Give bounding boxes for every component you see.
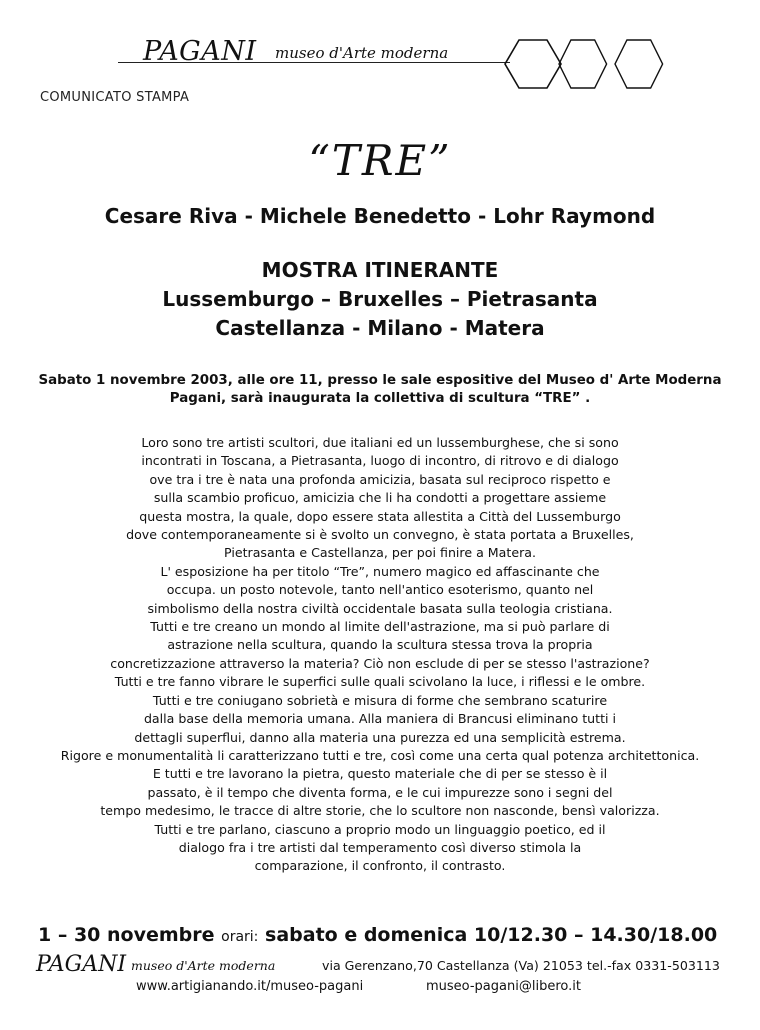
body-line: dalla base della memoria umana. Alla maniera di Brancusi eliminano tutti i (143, 711, 617, 727)
hours-label: orari: (221, 929, 259, 945)
body-line: sulla scambio proficuo, amicizia che li ha condotti a progettare assieme (153, 490, 607, 506)
body-line: passato, è il tempo che diventa forma, e le cui impurezze sono i segni del (147, 784, 613, 800)
press-release-label: COMUNICATO STAMPA (40, 90, 190, 105)
body-line: dettagli superflui, danno alla materia una purezza ed una semplicità estrema. (134, 729, 626, 745)
hexagon-outline-icon (559, 40, 607, 88)
footer-address: via Gerenzano,70 Castellanza (Va) 21053 tel.-fax 0331-503113 (322, 958, 720, 973)
body-line: E tutti e tre lavorano la pietra, questo materiale che di per se stesso è il (152, 766, 608, 782)
body-line: Tutti e tre fanno vibrare le superfici sulle quali scivolano la luce, i riflessi e le ombre. (114, 674, 646, 690)
body-line: astrazione nella scultura, quando la scultura stessa trova la propria (167, 637, 593, 653)
email-link[interactable]: museo-pagani@libero.it (426, 979, 581, 994)
header-brand: PAGANI (143, 36, 257, 67)
body-line: ove tra i tre è nata una profonda amicizia, basata sul reciproco rispetto e (149, 471, 611, 487)
body-line: concretizzazione attraverso la materia? Ciò non esclude di per se stesso l'astrazione? (110, 655, 650, 671)
opening-hours: sabato e domenica 10/12.30 – 14.30/18.00 (265, 924, 718, 946)
body-line: questa mostra, la quale, dopo essere stata allestita a Città del Lussemburgo (139, 508, 621, 524)
body-line: comparazione, il confronto, il contrasto. (254, 858, 506, 874)
body-line: dove contemporaneamente si è svolto un convegno, è stata portata a Bruxelles, (126, 527, 634, 543)
exhibition-title: “TRE” (308, 136, 452, 185)
body-line: occupa. un posto notevole, tanto nell'antico esoterismo, quanto nel (166, 582, 594, 598)
hexagon-outline-icon (615, 40, 663, 88)
body-line: Tutti e tre creano un mondo al limite dell'astrazione, ma si può parlare di (150, 619, 610, 635)
hexagon-logo (503, 36, 673, 92)
body-line: L' esposizione ha per titolo “Tre”, numero magico ed affascinante che (160, 563, 600, 579)
body-line: Tutti e tre coniugano sobrietà e misura di forme che sembrano scaturire (152, 692, 608, 708)
body-line: incontrati in Toscana, a Pietrasanta, luogo di incontro, di ritrovo e di dialogo (141, 453, 619, 469)
artists-line: Cesare Riva - Michele Benedetto - Lohr Raymond (104, 204, 656, 228)
exhibition-heading: MOSTRA ITINERANTE (261, 258, 499, 282)
dates-and-hours (38, 924, 717, 946)
website-link[interactable]: www.artigianando.it/museo-pagani (136, 979, 364, 994)
header-tagline: museo d'Arte moderna (275, 44, 449, 62)
intro-line: Pagani, sarà inaugurata la collettiva di scultura “TRE” . (169, 391, 591, 406)
body-line: Tutti e tre parlano, ciascuno a proprio modo un linguaggio poetico, ed il (154, 821, 606, 837)
body-line: simbolismo della nostra civiltà occidentale basata sulla teologia cristiana. (147, 600, 613, 616)
exhibition-cities-line-1: Lussemburgo – Bruxelles – Pietrasanta (162, 287, 598, 311)
footer-tagline: museo d'Arte moderna (131, 958, 276, 973)
body-line: Pietrasanta e Castellanza, per poi finire a Matera. (224, 545, 536, 561)
intro-line: Sabato 1 novembre 2003, alle ore 11, presso le sale espositive del Museo d' Arte Moderna (38, 373, 722, 388)
body-line: Rigore e monumentalità li caratterizzano tutti e tre, così come una certa qual potenza architettonica. (60, 747, 700, 763)
exhibition-dates: 1 – 30 novembre (38, 924, 215, 946)
exhibition-cities-line-2: Castellanza - Milano - Matera (215, 316, 545, 340)
footer-brand: PAGANI (36, 952, 127, 977)
body-line: tempo medesimo, le tracce di altre storie, che lo scultore non nasconde, bensì valorizza. (100, 803, 660, 819)
hexagon-outline-icon (505, 40, 561, 88)
intro-paragraph (0, 372, 760, 408)
body-text (0, 434, 760, 876)
body-line: Loro sono tre artisti scultori, due italiani ed un lussemburghese, che si sono (141, 435, 619, 450)
body-line: dialogo fra i tre artisti dal temperamento così diverso stimola la (178, 839, 582, 855)
